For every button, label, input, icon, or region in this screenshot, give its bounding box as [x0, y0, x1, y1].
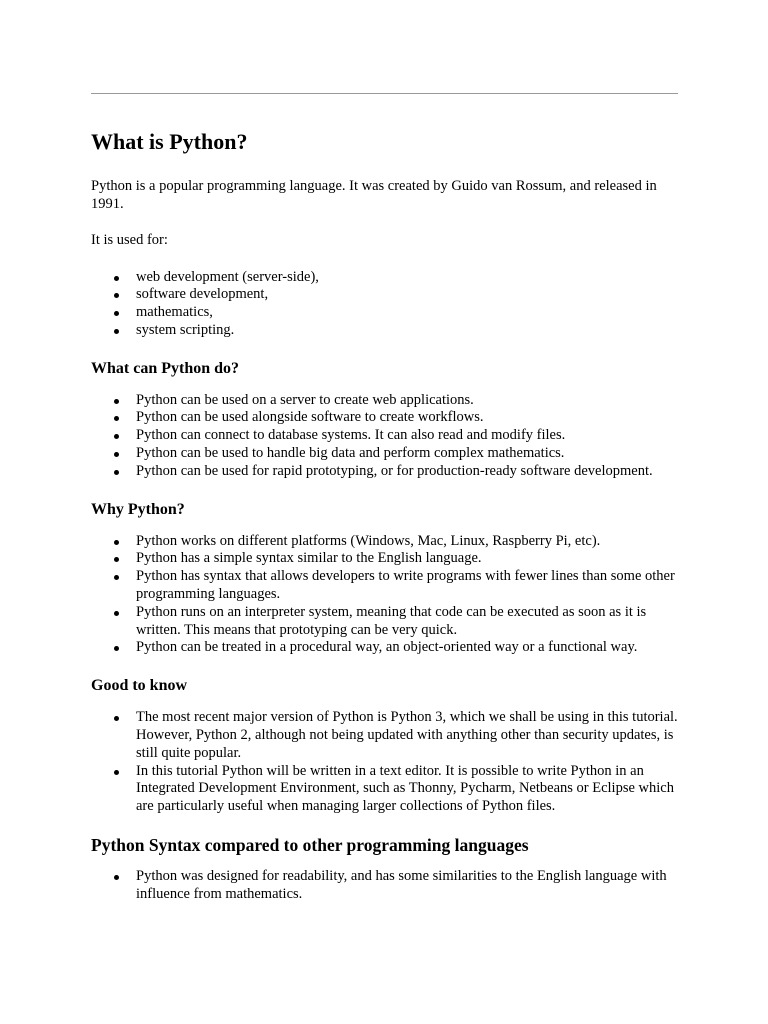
list-item: Python works on different platforms (Windows, Mac, Linux, Raspberry Pi, etc).	[136, 533, 681, 551]
list-item: system scripting.	[136, 322, 681, 340]
list-item: In this tutorial Python will be written in a text editor. It is possible to write Python in an Integrated Development Environment, such as Thonny, Pycharm, Netbeans or Eclipse which are particularly useful when managing larger collections of Python files.	[136, 763, 681, 816]
list-item: Python can be treated in a procedural way, an object-oriented way or a functional way.	[136, 639, 681, 657]
intro-paragraph: Python is a popular programming language. It was created by Guido van Rossum, and released in 1991.	[91, 178, 657, 212]
list-item: Python has syntax that allows developers to write programs with fewer lines than some other programming languages.	[136, 568, 681, 604]
document-content	[91, 127, 681, 923]
section-heading-why: Why Python?	[91, 500, 185, 518]
list-item: software development,	[136, 286, 681, 304]
horizontal-rule	[91, 93, 678, 94]
list-item: Python has a simple syntax similar to the English language.	[136, 550, 681, 568]
section-heading-can-do: What can Python do?	[91, 359, 240, 377]
section-heading-syntax: Python Syntax compared to other programming languages	[91, 835, 529, 856]
list-item: mathematics,	[136, 304, 681, 322]
list-item: Python was designed for readability, and has some similarities to the English language with influence from mathematics.	[136, 868, 681, 904]
list-item: The most recent major version of Python is Python 3, which we shall be using in this tutorial. However, Python 2, although not being updated with anything other than security updates, is still quite popular.	[136, 709, 681, 762]
syntax-list	[91, 868, 681, 904]
can-do-list	[91, 392, 681, 481]
why-list	[91, 533, 681, 658]
list-item: Python can be used for rapid prototyping, or for production-ready software development.	[136, 463, 681, 481]
list-item: Python can connect to database systems. It can also read and modify files.	[136, 427, 681, 445]
section-heading-good-to-know: Good to know	[91, 677, 188, 695]
list-item: web development (server-side),	[136, 269, 681, 287]
page-title: What is Python?	[91, 129, 248, 154]
good-to-know-list	[91, 709, 681, 816]
list-item: Python can be used alongside software to create workflows.	[136, 409, 681, 427]
used-for-list	[91, 269, 681, 340]
used-for-label: It is used for:	[91, 232, 168, 248]
list-item: Python runs on an interpreter system, meaning that code can be executed as soon as it is written. This means that prototyping can be very quick.	[136, 604, 681, 640]
list-item: Python can be used to handle big data and perform complex mathematics.	[136, 445, 681, 463]
list-item: Python can be used on a server to create web applications.	[136, 392, 681, 410]
